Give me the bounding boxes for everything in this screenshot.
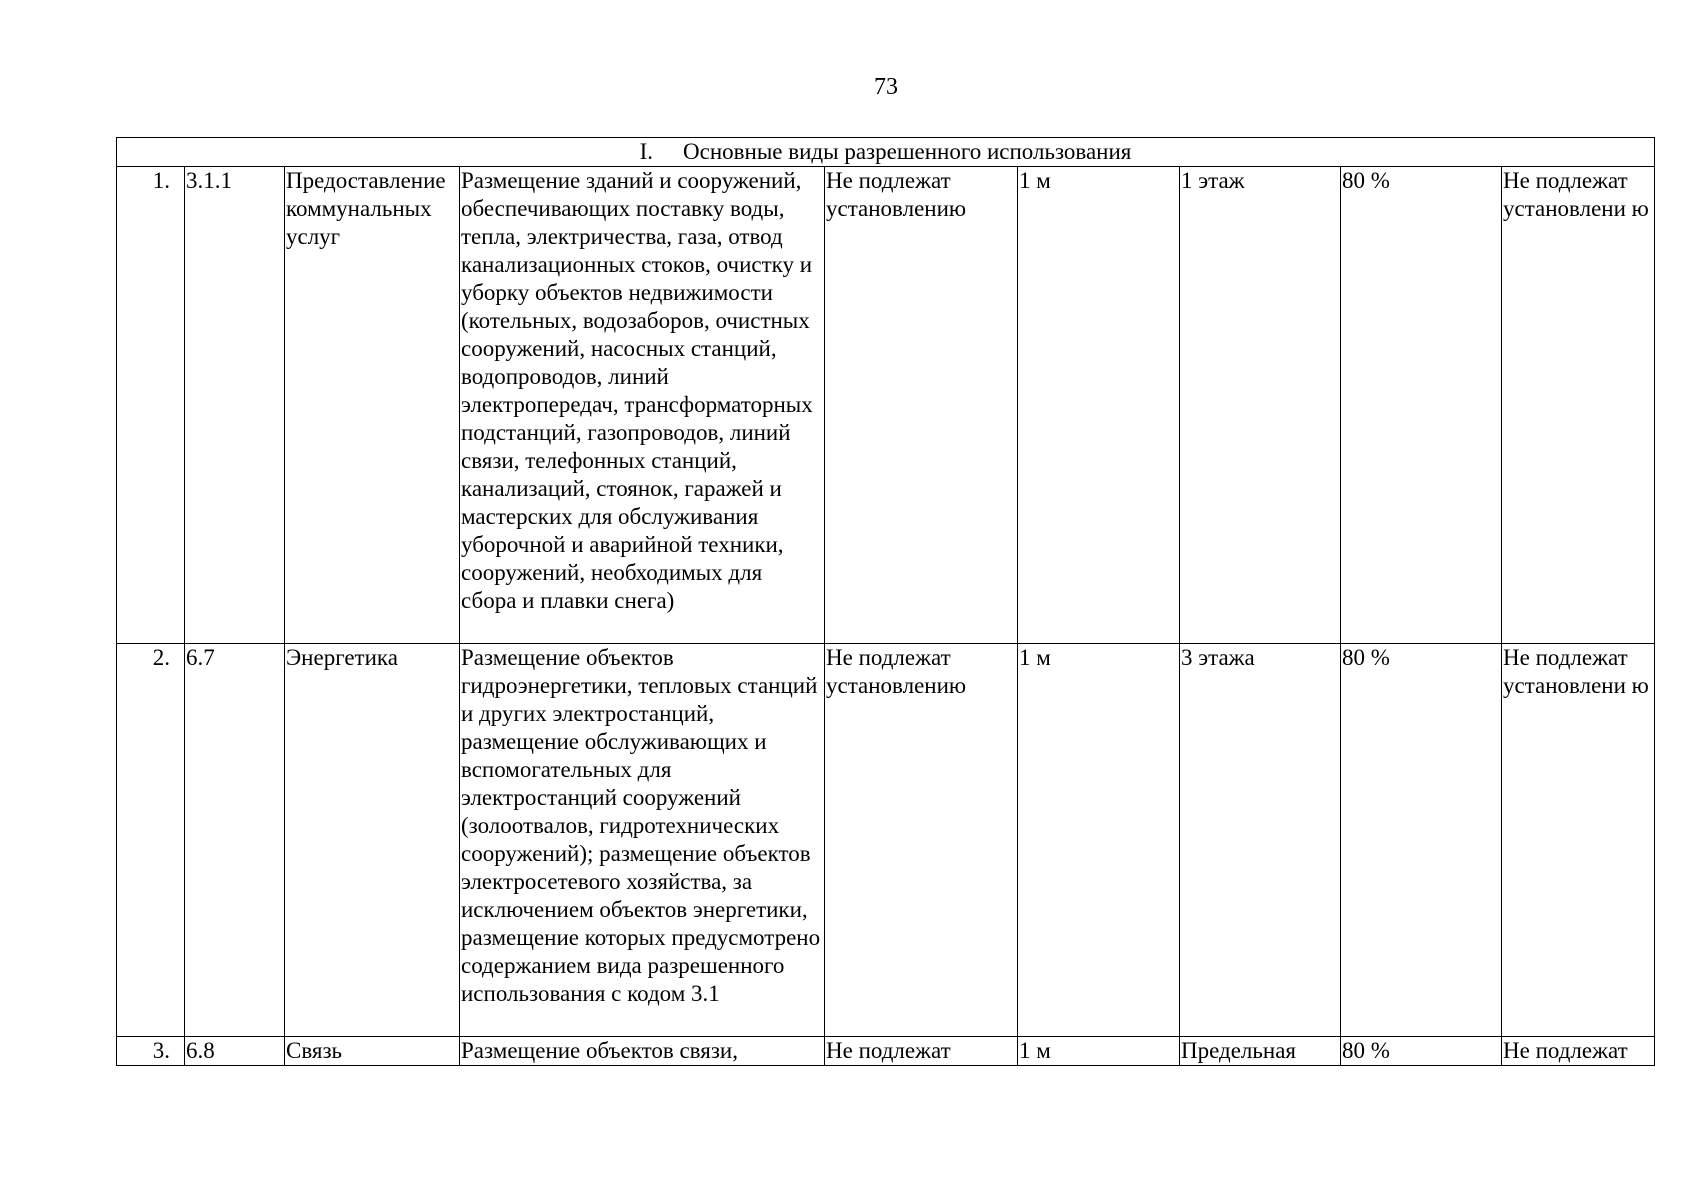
param-col6: 1 м <box>1018 167 1180 644</box>
param-col6: 1 м <box>1018 644 1180 1037</box>
table-row <box>117 167 1655 644</box>
row-number: 3. <box>117 1037 185 1066</box>
param-col9: Не подлежат установлени ю <box>1502 167 1655 644</box>
section-header-row <box>117 138 1655 167</box>
use-code: 6.7 <box>185 644 285 1037</box>
param-col7: 1 этаж <box>1180 167 1341 644</box>
param-col5: Не подлежат установлению <box>825 644 1018 1037</box>
param-col9: Не подлежат установлени ю <box>1502 644 1655 1037</box>
section-title: Основные виды разрешенного использования <box>683 139 1132 164</box>
permitted-use-table <box>116 137 1655 1066</box>
param-col7: Предельная <box>1180 1037 1341 1066</box>
section-header-cell <box>117 138 1655 167</box>
param-col5: Не подлежат <box>825 1037 1018 1066</box>
row-number: 1. <box>117 167 185 644</box>
row-number: 2. <box>117 644 185 1037</box>
page-number: 73 <box>874 74 898 100</box>
use-name: Предоставление коммунальных услуг <box>285 167 460 644</box>
param-col5: Не подлежат установлению <box>825 167 1018 644</box>
param-col8: 80 % <box>1341 167 1502 644</box>
use-description: Размещение объектов связи, <box>460 1037 825 1066</box>
use-code: 6.8 <box>185 1037 285 1066</box>
section-number: I. <box>639 139 654 164</box>
table-row <box>117 644 1655 1037</box>
use-name: Связь <box>285 1037 460 1066</box>
param-col8: 80 % <box>1341 1037 1502 1066</box>
use-description: Размещение объектов гидроэнергетики, тепловых станций и других электростанций, размещение обслуживающих и вспомогательных для электростанций сооружений (золоотвалов, гидротехнических сооружений); размещение объектов электросетевого хозяйства, за исключением объектов энергетики, размещение которых предусмотрено содержанием вида разрешенного использования с кодом 3.1 <box>460 644 825 1037</box>
table-row <box>117 1037 1655 1066</box>
param-col8: 80 % <box>1341 644 1502 1037</box>
use-name: Энергетика <box>285 644 460 1037</box>
param-col6: 1 м <box>1018 1037 1180 1066</box>
param-col9: Не подлежат <box>1502 1037 1655 1066</box>
use-description: Размещение зданий и сооружений, обеспечивающих поставку воды, тепла, электричества, газа, отвод канализационных стоков, очистку и уборку объектов недвижимости (котельных, водозаборов, очистных сооружений, насосных станций, водопроводов, линий электропередач, трансформаторных подстанций, газопроводов, линий связи, телефонных станций, канализаций, стоянок, гаражей и мастерских для обслуживания уборочной и аварийной техники, сооружений, необходимых для сбора и плавки снега) <box>460 167 825 644</box>
param-col7: 3 этажа <box>1180 644 1341 1037</box>
use-code: 3.1.1 <box>185 167 285 644</box>
